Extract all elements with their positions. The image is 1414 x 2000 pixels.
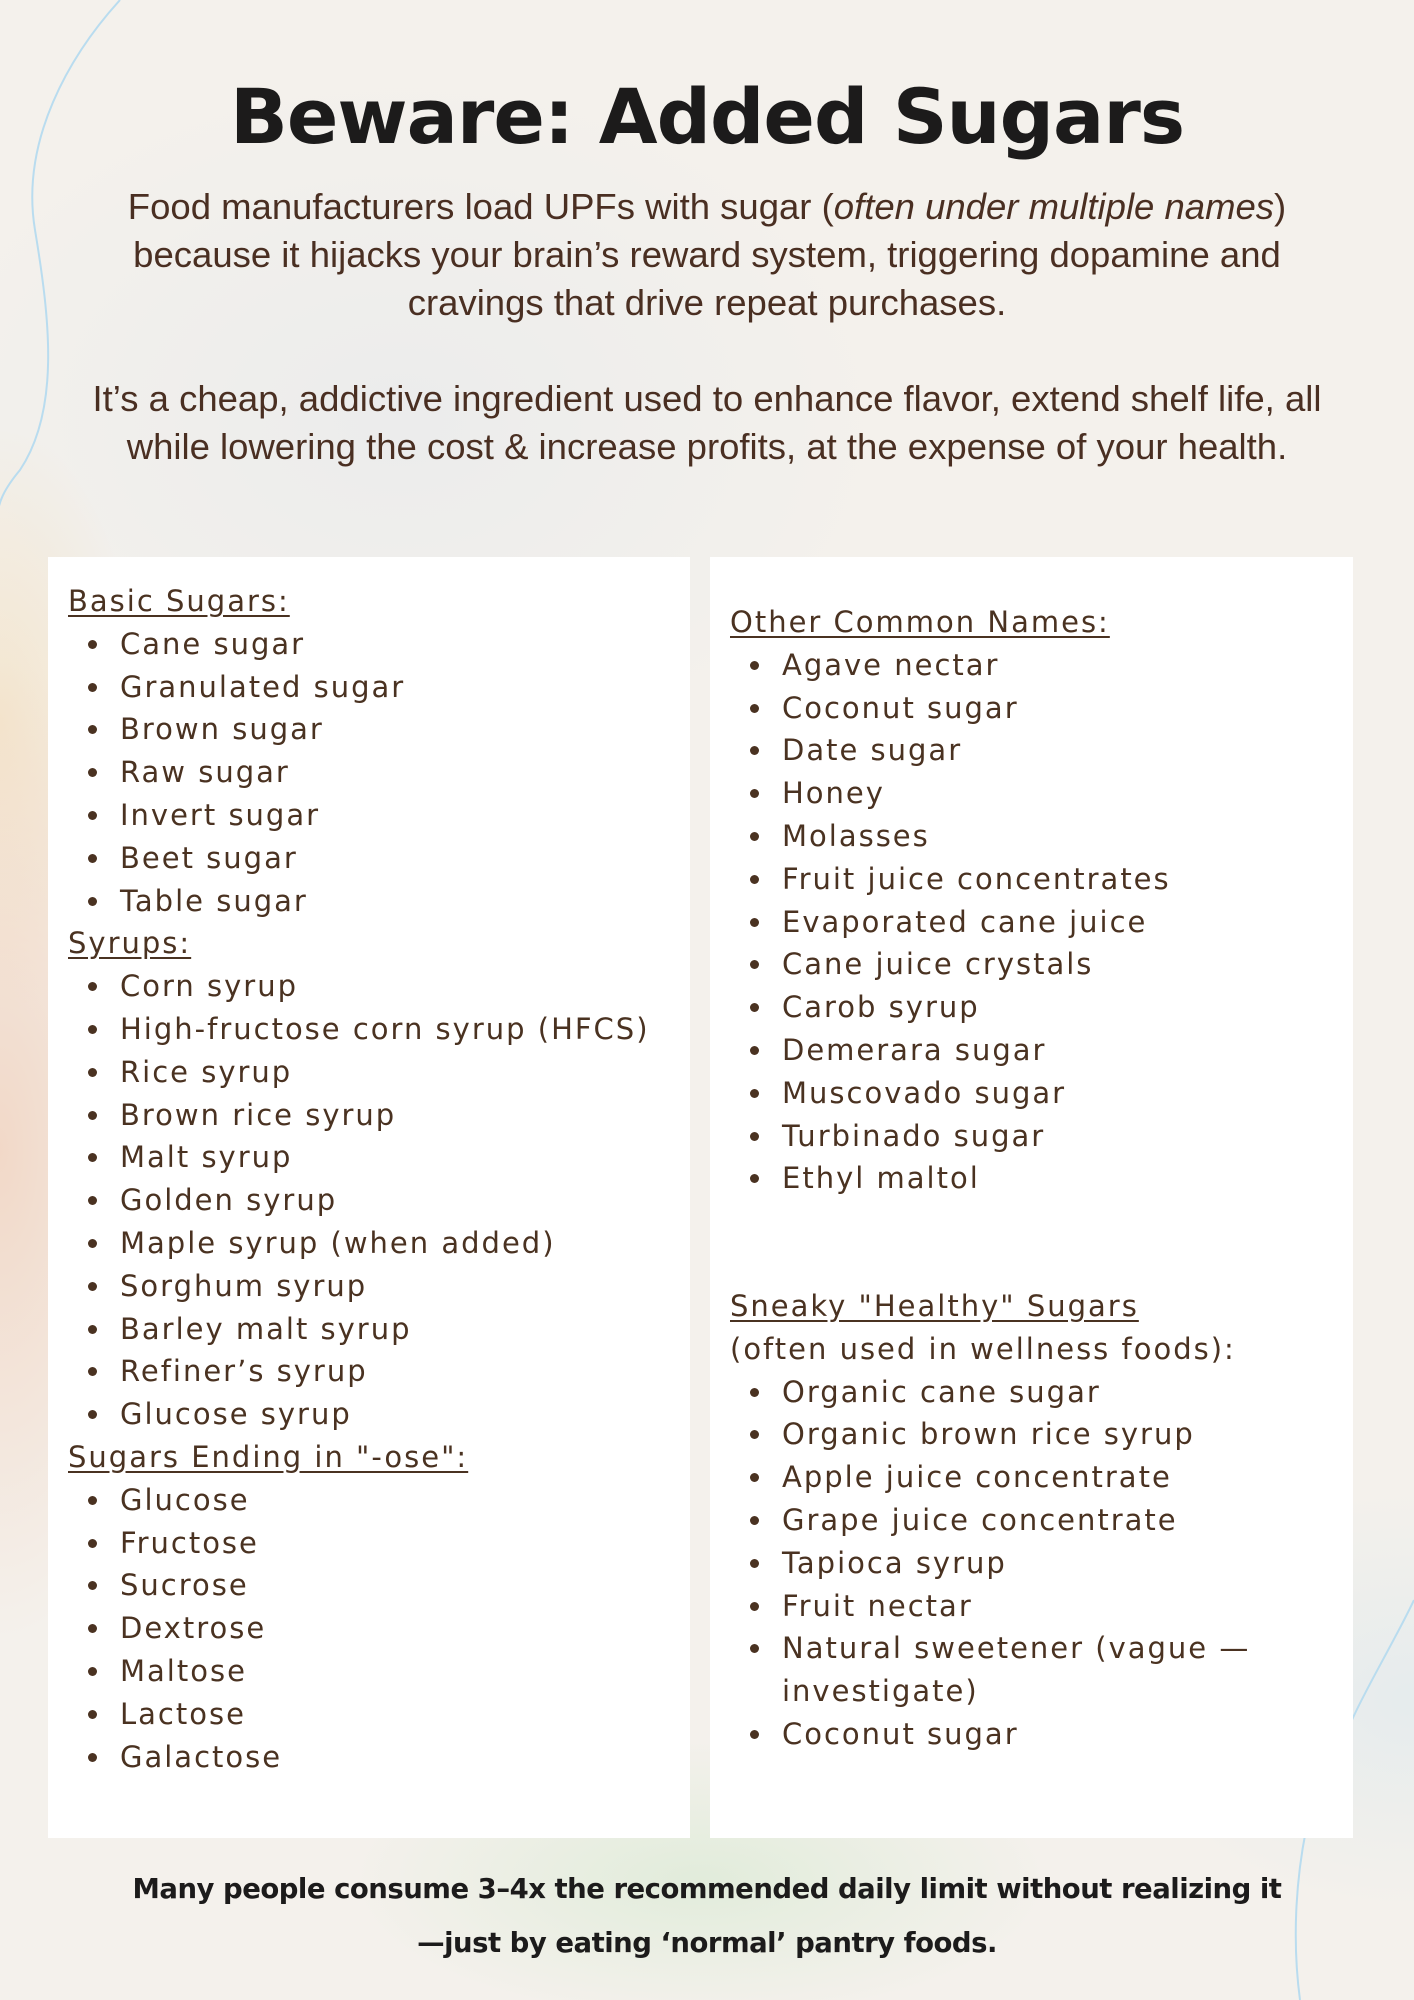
- intro-emphasis: often under multiple names: [833, 186, 1275, 227]
- list-item: Brown sugar: [68, 708, 680, 751]
- list-item: Refiner’s syrup: [68, 1350, 680, 1393]
- list-item: Table sugar: [68, 880, 680, 923]
- intro-p1-text: Food manufacturers load UPFs with sugar (: [127, 186, 834, 227]
- list-item: Tapioca syrup: [730, 1542, 1343, 1585]
- footer-line-2: —just by eating ‘normal’ pantry foods.: [417, 1927, 997, 1959]
- list-item: Dextrose: [68, 1607, 680, 1650]
- list-item: Agave nectar: [730, 644, 1343, 687]
- list-item: Date sugar: [730, 729, 1343, 772]
- list-item: Molasses: [730, 815, 1343, 858]
- list-item: Fructose: [68, 1522, 680, 1565]
- section-heading-other: Other Common Names:: [730, 605, 1110, 639]
- ose-sugars-list: [68, 1479, 680, 1779]
- list-item: Sucrose: [68, 1564, 680, 1607]
- list-item: Lactose: [68, 1693, 680, 1736]
- list-item: Malt syrup: [68, 1136, 680, 1179]
- list-item: Sorghum syrup: [68, 1265, 680, 1308]
- list-item: Maple syrup (when added): [68, 1222, 680, 1265]
- footer-line-1: Many people consume 3–4x the recommended daily limit without realizing it: [132, 1873, 1282, 1905]
- right-list-other: [730, 601, 1343, 1200]
- list-item: Galactose: [68, 1736, 680, 1779]
- list-item: Brown rice syrup: [68, 1094, 680, 1137]
- section-heading-ose: Sugars Ending in "-ose":: [68, 1439, 469, 1474]
- syrups-list: [68, 965, 680, 1436]
- list-item: Cane juice crystals: [730, 943, 1343, 986]
- basic-sugars-list: [68, 623, 680, 923]
- list-item: Coconut sugar: [730, 687, 1343, 730]
- list-item: Honey: [730, 772, 1343, 815]
- list-item: Golden syrup: [68, 1179, 680, 1222]
- section-subheading-sneaky: (often used in wellness foods):: [730, 1331, 1236, 1366]
- list-item: Corn syrup: [68, 965, 680, 1008]
- right-list-sneaky: [730, 1285, 1343, 1756]
- list-item: Glucose syrup: [68, 1393, 680, 1436]
- list-item: Maltose: [68, 1650, 680, 1693]
- list-item: Ethyl maltol: [730, 1157, 1343, 1200]
- list-item: Demerara sugar: [730, 1029, 1343, 1072]
- list-item: Barley malt syrup: [68, 1308, 680, 1351]
- section-heading-basic: Basic Sugars:: [68, 584, 290, 618]
- left-list: [68, 580, 680, 1778]
- list-item: Cane sugar: [68, 623, 680, 666]
- list-item: High-fructose corn syrup (HFCS): [68, 1008, 680, 1051]
- intro-paragraph-2: It’s a cheap, addictive ingredient used to enhance flavor, extend shelf life, all while lowering the cost & increase profits, at the expense of your health.: [92, 378, 1322, 467]
- list-item: Organic brown rice syrup: [730, 1413, 1343, 1456]
- list-item: Glucose: [68, 1479, 680, 1522]
- left-sugar-card: [48, 557, 690, 1838]
- list-item: Muscovado sugar: [730, 1072, 1343, 1115]
- list-item: Invert sugar: [68, 794, 680, 837]
- list-item: Beet sugar: [68, 837, 680, 880]
- list-item: Coconut sugar: [730, 1713, 1343, 1756]
- list-item: Turbinado sugar: [730, 1115, 1343, 1158]
- intro-text: [80, 183, 1334, 471]
- list-item: Carob syrup: [730, 986, 1343, 1029]
- list-item: Fruit juice concentrates: [730, 858, 1343, 901]
- list-item: Evaporated cane juice: [730, 901, 1343, 944]
- page-title: Beware: Added Sugars: [229, 72, 1185, 161]
- other-names-list: [730, 644, 1343, 1200]
- section-heading-sneaky: Sneaky "Healthy" Sugars: [730, 1289, 1139, 1323]
- right-sugar-card: [710, 557, 1353, 1838]
- list-item: Grape juice concentrate: [730, 1499, 1343, 1542]
- list-item: Apple juice concentrate: [730, 1456, 1343, 1499]
- list-item: Fruit nectar: [730, 1585, 1343, 1628]
- list-item: Granulated sugar: [68, 666, 680, 709]
- list-item: Natural sweetener (vague — investigate): [730, 1627, 1343, 1713]
- footer-note: [50, 1862, 1364, 1970]
- section-heading-syrups: Syrups:: [68, 926, 192, 961]
- list-item: Rice syrup: [68, 1051, 680, 1094]
- sneaky-sugars-list: [730, 1371, 1343, 1756]
- intro-paragraph-1: [80, 183, 1334, 327]
- intro-p1-text-end: ) because it hijacks your brain’s reward system, triggering dopamine and cravings that drive repeat purchases.: [133, 186, 1287, 323]
- list-item: Organic cane sugar: [730, 1371, 1343, 1414]
- list-item: Raw sugar: [68, 751, 680, 794]
